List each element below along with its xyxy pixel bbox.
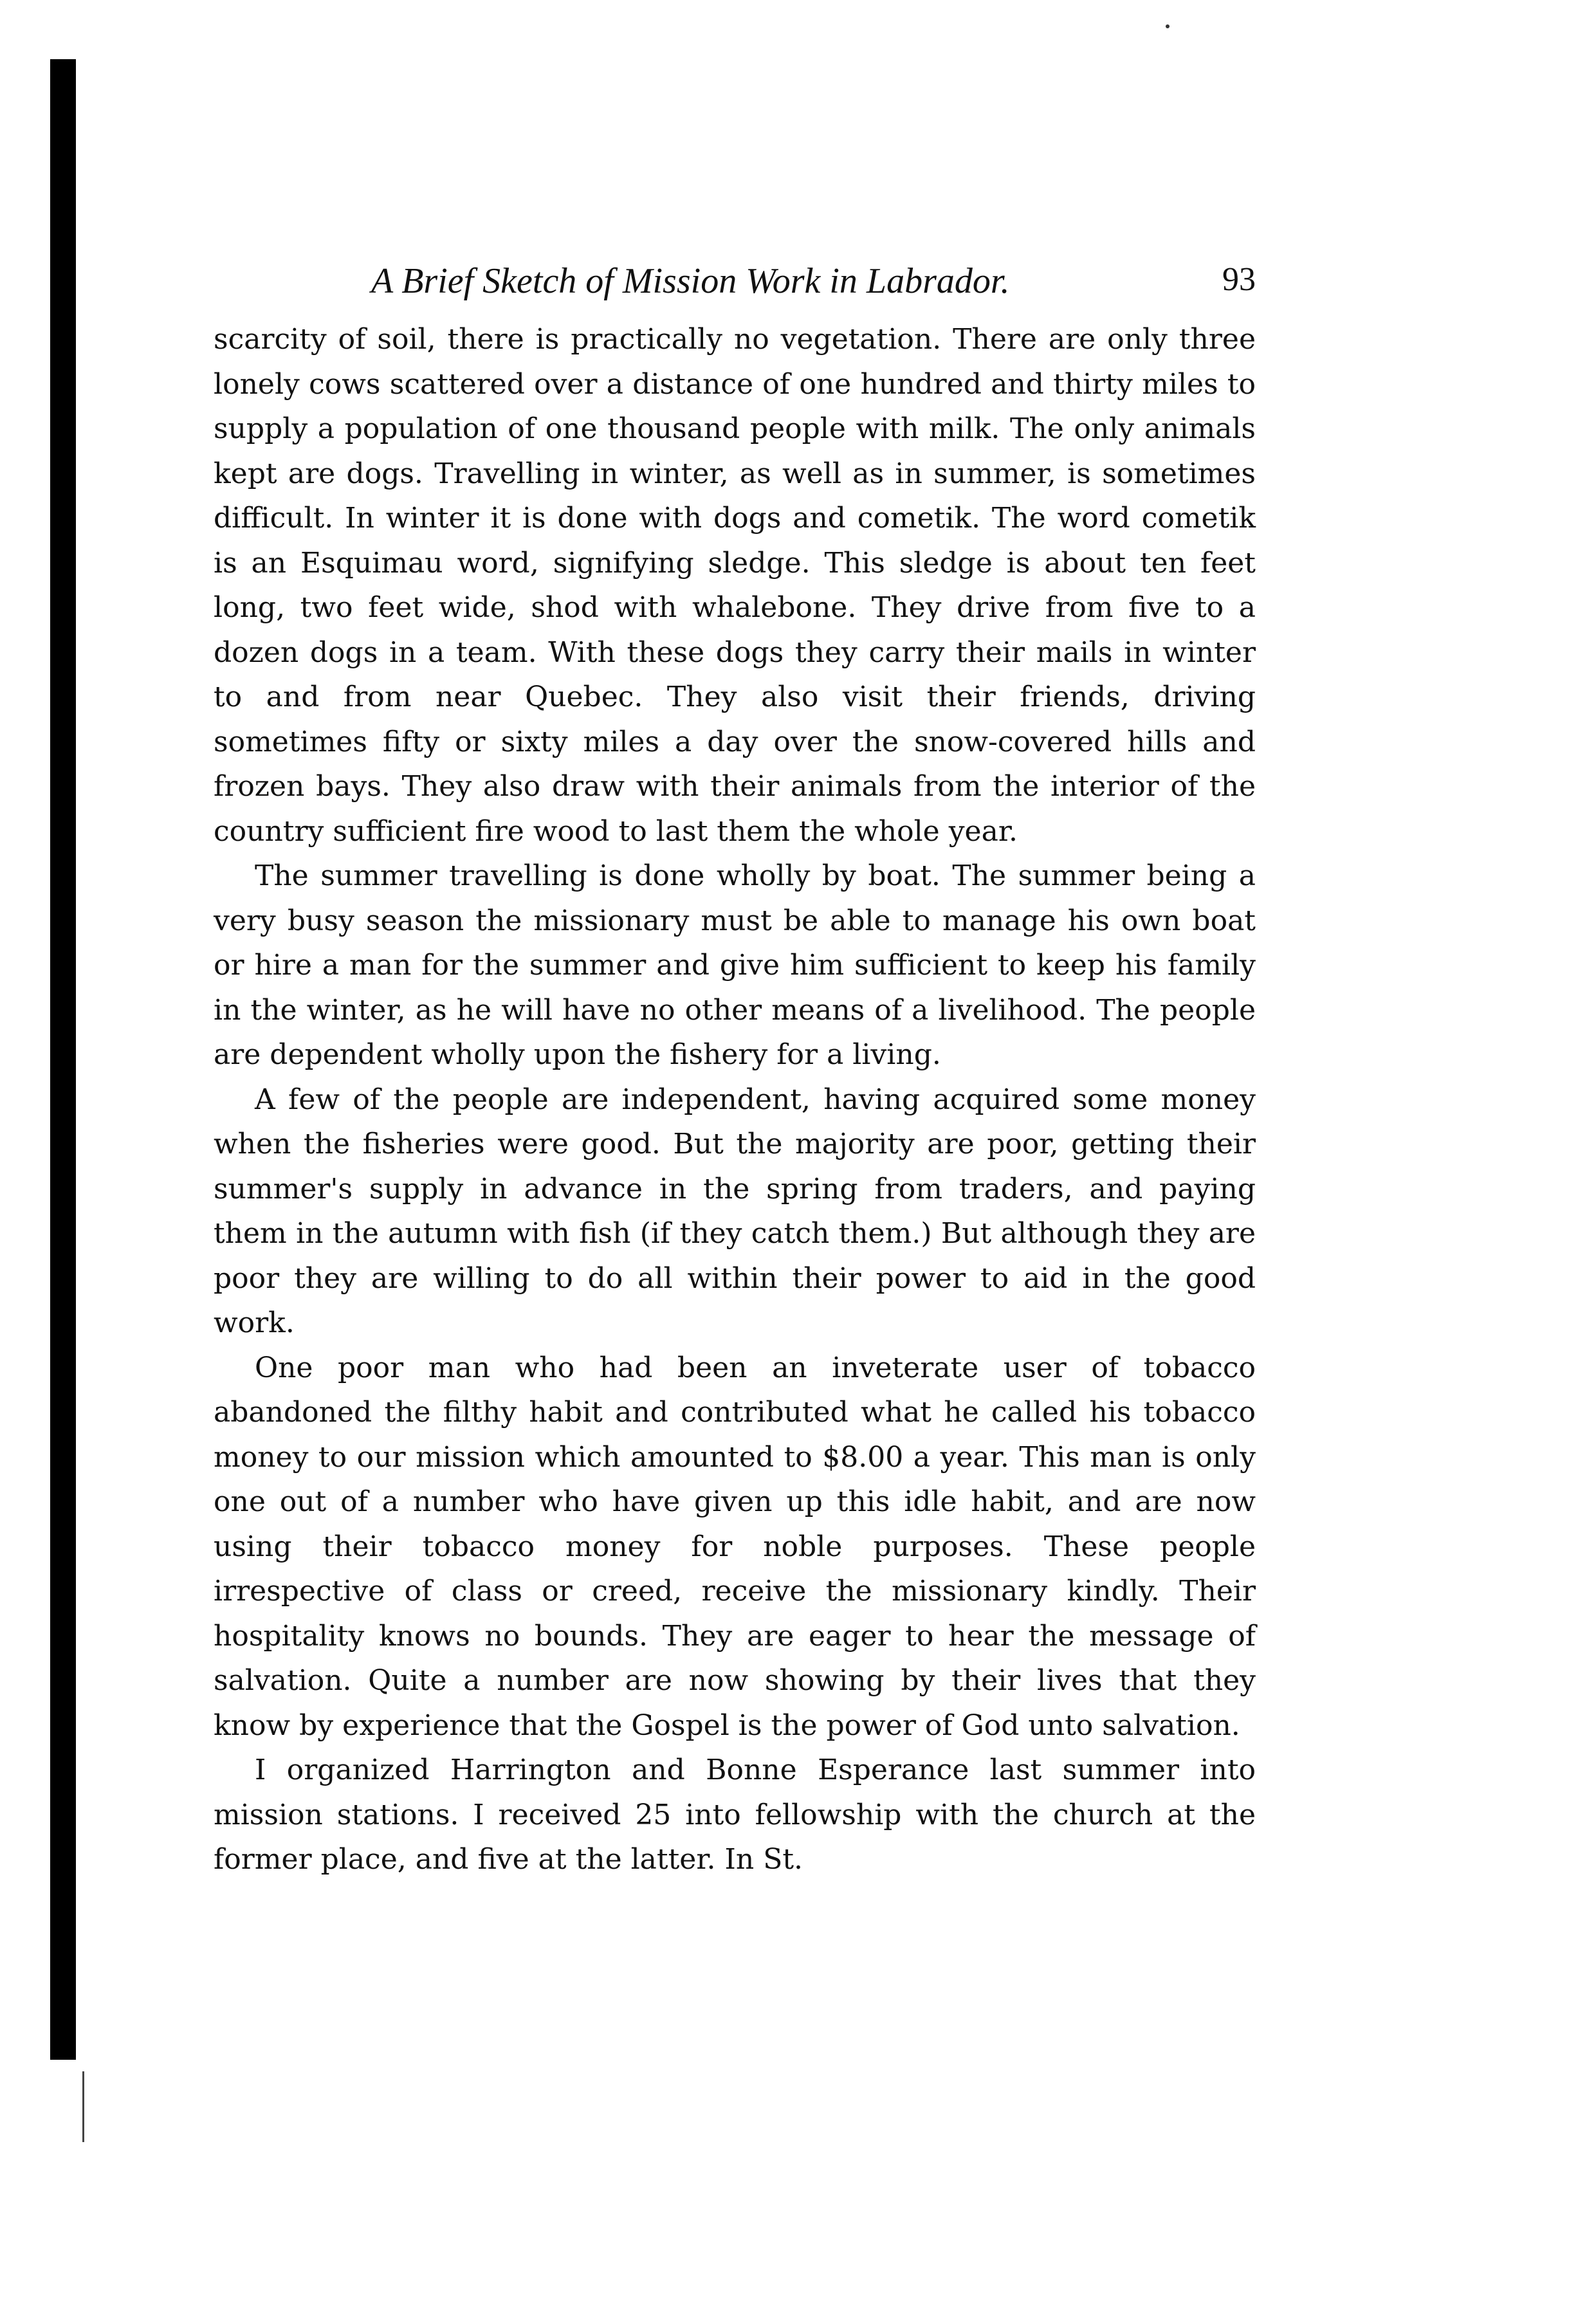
- paragraph-tobacco-money: One poor man who had been an inveterate user of tobacco abandoned the filthy habit and contributed what he called his tobacco money to our mission which amounted to $8.00 a year. This man is only one out of a number who have given up this idle habit, and are now using their tobacco money for noble purposes. These people irrespective of class or creed, receive the missionary kindly. Their hospitality knows no bounds. They are eager to hear the message of salvation. Quite a number are now showing by their lives that they know by experience that the Gospel is the power of God unto salvation.: [214, 1351, 1256, 1742]
- paragraph-independent-people: A few of the people are independent, having acquired some money when the fisheries were good. But the majority are poor, getting their summer's supply in advance in the spring from traders, and paying them in the autumn with fish (if they catch them.) But although they are poor they are willing to do all within their power to aid in the good work.: [214, 1083, 1256, 1339]
- book-page: [214, 261, 1256, 1882]
- scan-speck: [1166, 24, 1169, 28]
- scan-edge-mark: [82, 2071, 84, 2142]
- paragraph-summer-travel: The summer travelling is done wholly by boat. The summer being a very busy season the missionary must be able to manage his own boat or hire a man for the summer and give him sufficient to keep his family in the winter, as he will have no other means of a livelihood. The people are dependent wholly upon the fishery for a living.: [214, 859, 1256, 1071]
- running-head: [214, 261, 1256, 317]
- scan-edge-bar: [50, 59, 76, 2060]
- body-text: [214, 317, 1256, 1882]
- page-number: 93: [1222, 261, 1256, 298]
- paragraph-mission-stations: I organized Harrington and Bonne Esperance last summer into mission stations. I received 25 into fellowship with the church at the former place, and five at the latter. In St.: [214, 1754, 1256, 1876]
- paragraph-continued: scarcity of soil, there is practically no vegetation. There are only three lonely cows scattered over a distance of one hundred and thirty miles to supply a population of one thousand people with milk. The only animals kept are dogs. Travelling in winter, as well as in summer, is sometimes difficult. In winter it is done with dogs and cometik. The word cometik is an Esquimau word, signifying sledge. This sledge is about ten feet long, two feet wide, shod with whalebone. They drive from five to a dozen dogs in a team. With these dogs they carry their mails in winter to and from near Quebec. They also visit their friends, driving sometimes fifty or sixty miles a day over the snow-covered hills and frozen bays. They also draw with their animals from the interior of the country sufficient fire wood to last them the whole year.: [214, 323, 1256, 848]
- running-title: A Brief Sketch of Mission Work in Labrador.: [371, 261, 1010, 301]
